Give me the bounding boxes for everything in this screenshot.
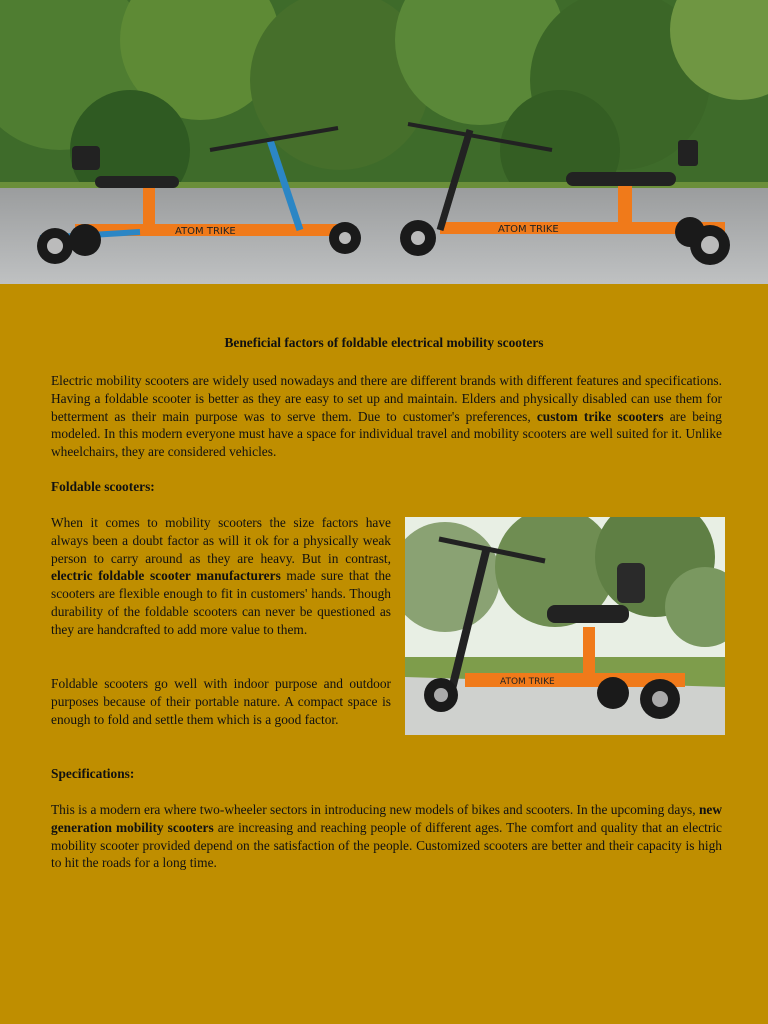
foldable-paragraph-1 — [51, 514, 391, 639]
spec-text: This is a modern era where two-wheeler sectors in introducing new models of bikes and scooters. In the upcoming days, — [51, 802, 696, 817]
foldable-heading: Foldable scooters: — [51, 479, 155, 494]
specifications-heading: Specifications: — [51, 766, 135, 781]
hero-photo — [0, 0, 768, 284]
trike-image — [405, 517, 725, 735]
svg-text:ATOM TRIKE: ATOM TRIKE — [175, 226, 236, 237]
specifications-paragraph — [51, 801, 722, 872]
article-title: Beneficial factors of foldable electrical mobility scooters — [224, 335, 544, 350]
intro-text: Electric mobility scooters are widely used nowadays and there are different brands with different features and specifications. Having a foldable scooter is better as they are easy to set up and maintain. Elders and physically disabled can use them for betterment as their main purpose was to serve them. Due to customer's preferences, — [51, 373, 722, 424]
svg-text:ATOM TRIKE: ATOM TRIKE — [500, 677, 555, 687]
spec-text-cont: are increasing and reaching people of different ages. The comfort and quality that an electric mobility scooter provided depend on the satisfaction of the people. Customized scooters are better and their capacity is high to hit the roads for a long time. — [51, 819, 722, 871]
intro-text-cont: are being modeled. In this modern everyone must have a space for individual travel and mobility scooters are well suited for it. Unlike wheelchairs, they are considered vehicles. — [51, 408, 722, 460]
foldable-text-cont: made sure that the scooters are flexible enough to fit in customers' hands. Though durability of the foldable scooters can never be questioned as they are handcrafted to add more value to them. — [51, 568, 391, 637]
two-trikes-image — [0, 0, 768, 284]
single-trike-photo — [405, 517, 725, 735]
article-page — [0, 284, 768, 1024]
foldable-paragraph-2: Foldable scooters go well with indoor purpose and outdoor purposes because of their portable nature. A compact space is enough to fold and settle them which is a good factor. — [51, 676, 391, 727]
foldable-text: When it comes to mobility scooters the size factors have always been a doubt factor as will it ok for a physically weak person to carry around as they are heavy. But in contrast, — [51, 515, 391, 566]
new-generation-link[interactable]: new generation mobility scooters — [51, 802, 722, 835]
intro-paragraph — [51, 372, 722, 461]
svg-text:ATOM TRIKE: ATOM TRIKE — [498, 224, 559, 235]
custom-trike-link[interactable]: custom trike scooters — [536, 408, 664, 424]
manufacturers-link[interactable]: electric foldable scooter manufacturers — [51, 568, 281, 584]
